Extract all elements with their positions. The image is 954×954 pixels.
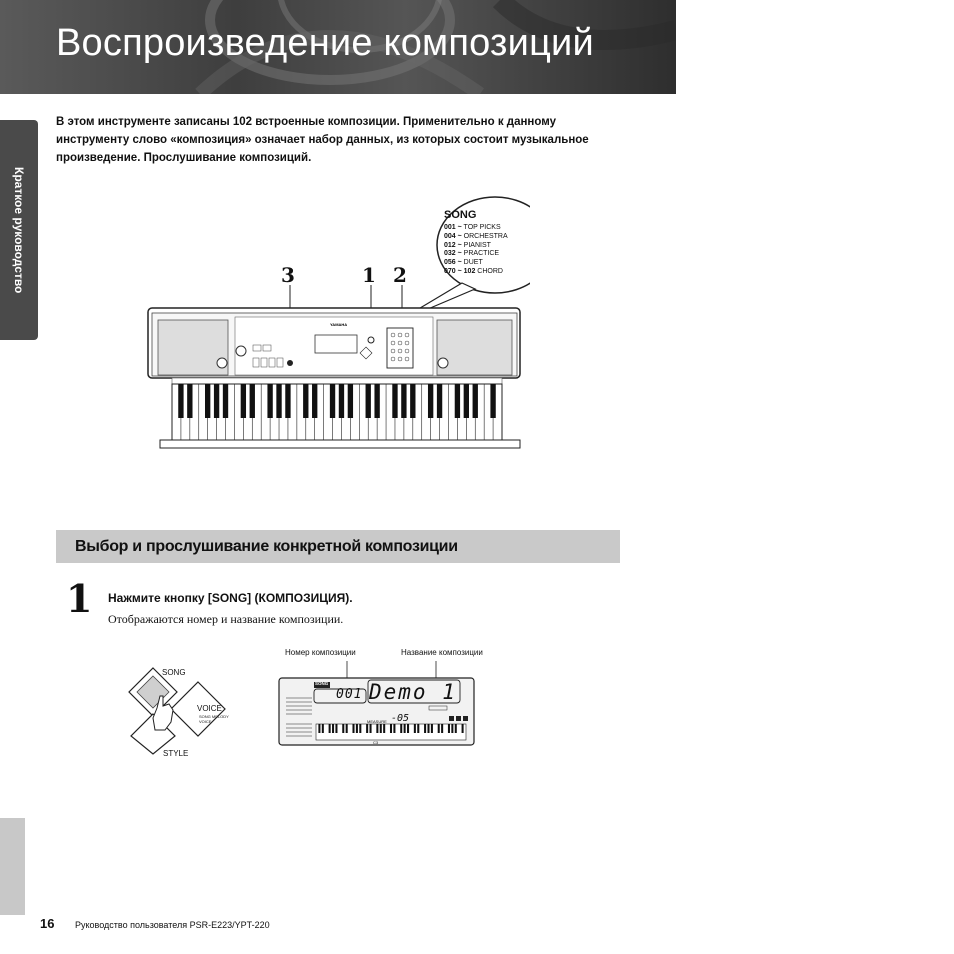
song-range: 056 ~ <box>444 259 462 267</box>
song-name-caption: Название композиции <box>401 648 483 657</box>
list-item <box>444 233 544 242</box>
measure-value: -05 <box>391 713 410 724</box>
song-category: PIANIST <box>463 241 491 249</box>
song-category: PRACTICE <box>463 250 500 258</box>
list-item <box>444 268 544 277</box>
list-item <box>444 250 544 259</box>
song-category: CHORD <box>477 267 503 275</box>
side-tab-label: Краткое руководство <box>12 166 26 294</box>
song-list <box>444 209 544 277</box>
page-number: 16 <box>40 916 55 931</box>
list-item <box>444 259 544 268</box>
song-range: 001 ~ <box>444 224 462 231</box>
song-range: 004 ~ <box>444 232 462 240</box>
song-list-title: SONG <box>444 209 477 221</box>
side-tab <box>0 120 38 340</box>
song-button-label: SONG <box>162 668 186 677</box>
right-speaker <box>437 320 512 375</box>
left-speaker <box>158 320 228 375</box>
step-title: Нажмите кнопку [SONG] (КОМПОЗИЦИЯ). <box>108 591 353 605</box>
footer-text: Руководство пользователя PSR-E223/YPT-220 <box>75 920 270 930</box>
callout-number-3: 3 <box>281 263 295 287</box>
song-name-display: Demo 1 <box>369 680 457 704</box>
list-item <box>444 242 544 251</box>
measure-label: MEASURE <box>367 719 387 724</box>
section-title: Выбор и прослушивание конкретной композиции <box>75 538 458 555</box>
song-badge: SONG <box>315 681 329 686</box>
button-diagram <box>125 660 255 760</box>
side-tab-gray-block <box>0 818 25 915</box>
voice-button-sublabel: SONG MELODY VOICE <box>199 714 229 724</box>
svg-text:YAMAHA: YAMAHA <box>330 322 348 327</box>
keybed <box>172 384 502 440</box>
step-description: Отображаются номер и название композиции. <box>108 612 344 626</box>
chord-label: C3 <box>373 740 379 745</box>
list-item <box>444 224 544 233</box>
key-strip <box>172 378 502 384</box>
panel-display <box>315 335 357 353</box>
lcd-display <box>278 658 478 753</box>
song-number-display: 001 <box>336 687 363 702</box>
song-number-caption: Номер композиции <box>285 648 356 657</box>
voice-button-label: VOICE <box>197 704 222 713</box>
song-category: DUET <box>463 259 483 267</box>
song-category: TOP PICKS <box>463 224 501 231</box>
song-range: 012 ~ <box>444 241 462 249</box>
song-range: 032 ~ <box>444 250 462 258</box>
step-number: 1 <box>66 576 93 621</box>
callout-number-2: 2 <box>393 263 407 287</box>
callout-number-1: 1 <box>362 263 376 287</box>
intro-paragraph: В этом инструменте записаны 102 встроенные композиции. Применительно к данному инструменту слово «композиция» означает набор данных, из которых состоит музыкальное произведение. Прослушивание композиций. <box>56 116 589 164</box>
song-category: ORCHESTRA <box>463 232 508 240</box>
song-range: 070 ~ 102 <box>444 267 476 275</box>
page-title: Воспроизведение композиций <box>56 22 594 64</box>
style-button-label: STYLE <box>163 749 189 758</box>
